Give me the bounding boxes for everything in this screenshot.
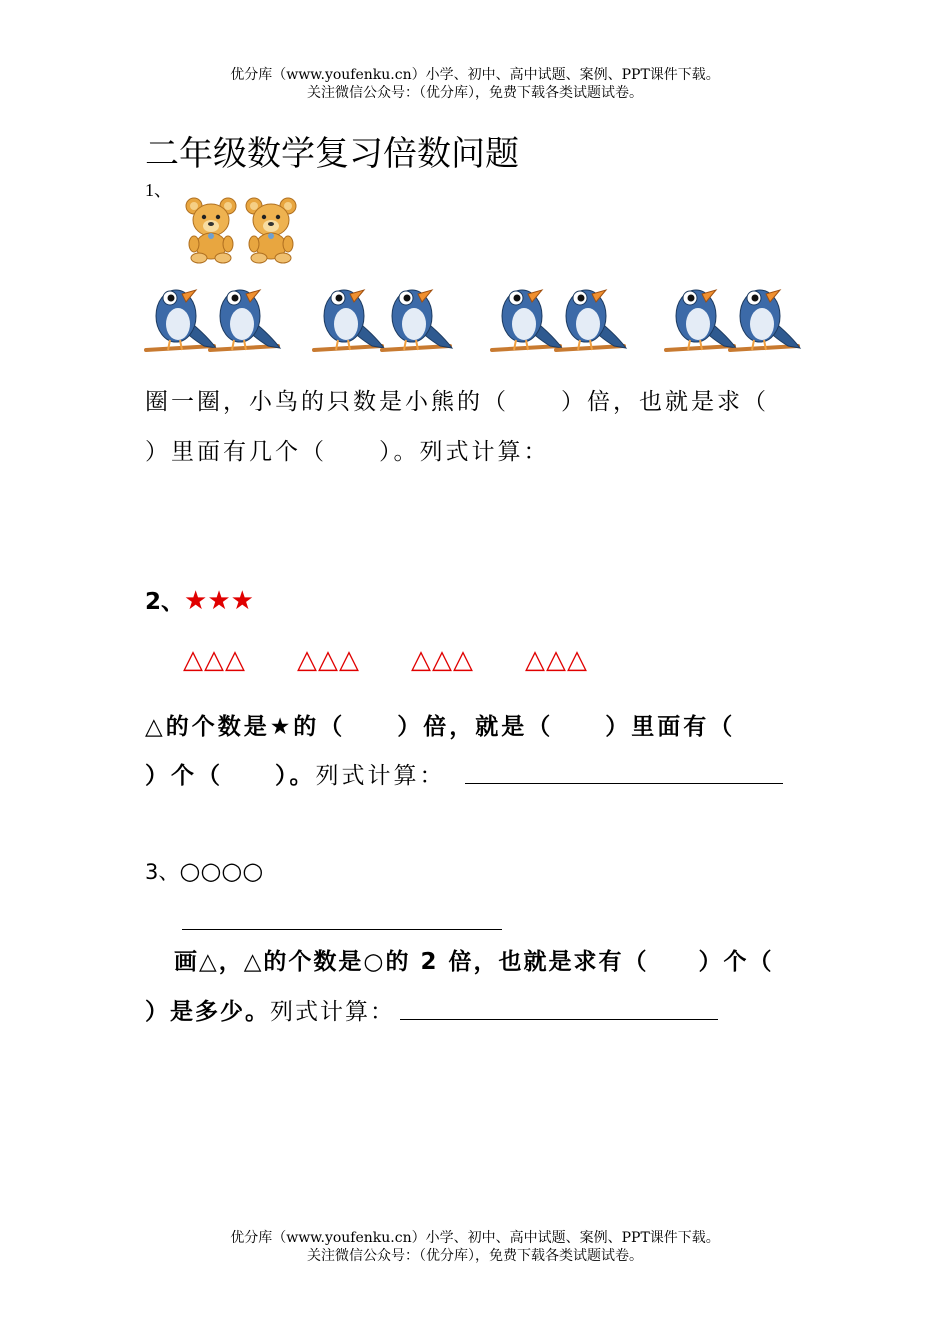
triangle-group-2: △△△ [297,645,360,675]
circle-group: ○○○○ [179,857,264,885]
answer-line-q2[interactable] [465,783,783,784]
question-2-bold-segment: ）个（ ）。 [145,763,316,789]
teddy-bear-icon [186,198,236,263]
question-2-number: 2、 [145,589,185,615]
footer-line-1: 优分库（www.youfenku.cn）小学、初中、高中试题、案例、PPT课件下载。 [230,1230,720,1246]
question-3-header [145,856,263,886]
question-2-text-line-2-label [145,763,446,789]
header-line-2: 关注微信公众号：（优分库），免费下载各类试题试卷。 [307,85,643,101]
bears-row [180,192,310,264]
question-3-text-line-2 [145,993,405,1026]
bird-on-branch-icon [492,290,562,350]
question-3-text-line-2-label [145,999,395,1025]
question-1-number: 1、 [145,180,172,200]
question-3-number: 3、 [145,860,180,884]
bird-on-branch-icon [314,290,384,350]
drawing-line-q3[interactable] [182,929,502,930]
question-1-text-line-1: 圈一圈，小鸟的只数是小熊的（ ）倍，也就是求（ [145,389,769,415]
header-line-1: 优分库（www.youfenku.cn）小学、初中、高中试题、案例、PPT课件下载。 [230,67,720,83]
question-2-text-line-2 [145,757,465,790]
teddy-bear-icon [246,198,296,263]
question-2-text-line-1: △的个数是★的（ ）倍，就是（ ）里面有（ [145,714,736,740]
question-2-header [145,583,254,616]
bird-on-branch-icon [382,290,452,350]
question-3-text-line-1: 画△，△的个数是○的 2 倍，也就是求有（ ）个（ [174,949,774,975]
bird-on-branch-icon [210,290,280,350]
star-group: ★★★ [184,586,254,616]
triangle-group-4: △△△ [525,645,588,675]
bird-on-branch-icon [556,290,626,350]
bird-on-branch-icon [666,290,736,350]
question-1-text-line-2: ）里面有几个（ ）。列式计算： [145,439,550,465]
answer-line-q3[interactable] [400,1019,718,1020]
bird-on-branch-icon [730,290,800,350]
page-header [0,66,950,102]
page-title: 二年级数学复习倍数问题 [145,134,519,174]
question-3-plain-segment: 列式计算： [270,999,395,1025]
question-3-bold-segment: ）是多少。 [145,999,270,1025]
question-2-plain-segment: 列式计算： [315,763,446,789]
bird-on-branch-icon [146,290,216,350]
triangle-group-1: △△△ [183,645,246,675]
page-footer [0,1229,950,1265]
birds-row [140,270,810,360]
triangle-group-3: △△△ [411,645,474,675]
footer-line-2: 关注微信公众号：（优分库），免费下载各类试题试卷。 [307,1248,643,1264]
